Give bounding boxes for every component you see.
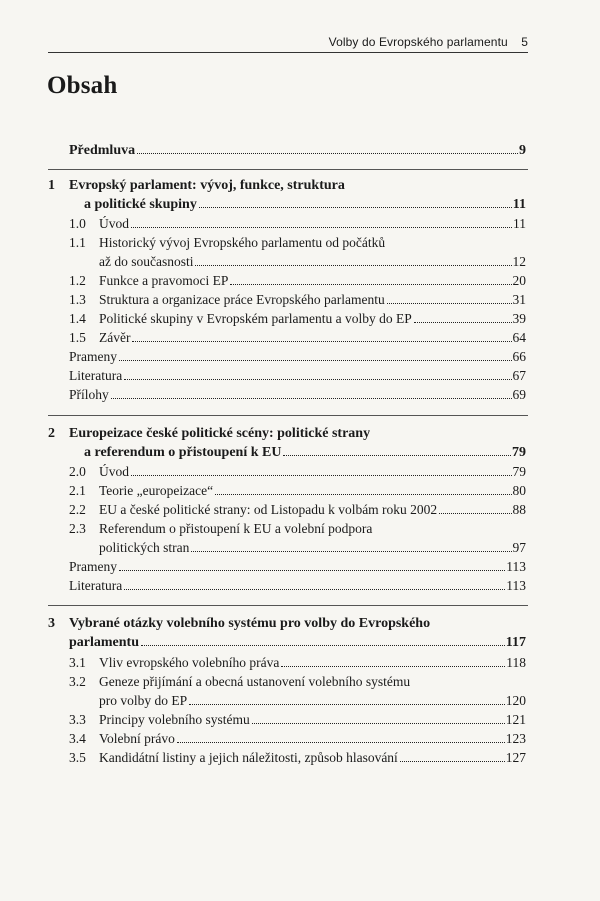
toc-entry-page: 120 (505, 693, 526, 708)
toc-entry-section[interactable] (99, 254, 526, 270)
toc-entry-section[interactable] (99, 540, 526, 556)
chapter-title-cont: parlamentu (69, 635, 139, 650)
chapter-title-cont: a referendum o přistoupení k EU (84, 445, 282, 460)
toc-entry-chapter[interactable] (84, 197, 526, 213)
toc-entry-page: 67 (512, 368, 526, 383)
dot-leader (189, 703, 505, 705)
toc-entry-page: 11 (512, 197, 526, 212)
toc-entry-label: Principy volebního systému (99, 712, 250, 727)
toc-entry-label: Úvod (99, 216, 129, 231)
dot-leader (387, 302, 512, 304)
dot-leader (191, 550, 511, 552)
toc-entry-section[interactable] (99, 655, 526, 671)
toc-entry-section[interactable] (99, 330, 526, 346)
toc-entry-label: Politické skupiny v Evropském parlamentu a volby do EP (99, 311, 412, 326)
section-number: 2.1 (69, 483, 86, 498)
section-divider (48, 169, 528, 170)
toc-entry-section[interactable] (99, 731, 526, 747)
toc-entry-page: 31 (512, 292, 526, 307)
toc-entry-page: 39 (512, 311, 526, 326)
toc-entry-page: 118 (506, 655, 526, 670)
dot-leader (252, 722, 505, 724)
toc-entry-page: 121 (505, 712, 526, 727)
toc-entry-chapter[interactable] (84, 445, 526, 461)
chapter-title[interactable]: Europeizace české politické scény: politické strany (69, 426, 371, 441)
toc-entry-label: Literatura (69, 368, 123, 383)
toc-entry-label: Prameny (69, 559, 117, 574)
toc-entry-label: Literatura (69, 578, 123, 593)
section-number: 1.2 (69, 273, 86, 288)
toc-entry-label[interactable]: Historický vývoj Evropského parlamentu od počátků (99, 235, 386, 250)
chapter-number: 2 (48, 426, 55, 441)
dot-leader (124, 378, 511, 380)
running-title: Volby do Evropského parlamentu (328, 35, 508, 49)
toc-entry-label: Teorie „europeizace“ (99, 483, 214, 498)
dot-leader (137, 152, 518, 154)
toc-entry-section[interactable] (99, 273, 526, 289)
section-number: 2.2 (69, 502, 86, 517)
toc-entry-section[interactable] (99, 712, 526, 728)
dot-leader (132, 340, 511, 342)
dot-leader (439, 512, 511, 514)
toc-entry-label: EU a české politické strany: od Listopadu k volbám roku 2002 (99, 502, 438, 517)
toc-entry-preface[interactable] (69, 143, 526, 159)
toc-entry-label: Předmluva (69, 143, 136, 158)
toc-entry-page: 127 (505, 750, 526, 765)
section-number: 3.5 (69, 750, 86, 765)
toc-entry-page: 12 (512, 254, 526, 269)
toc-entry-section[interactable] (99, 750, 526, 766)
section-number: 2.3 (69, 521, 86, 536)
toc-entry-label[interactable]: Referendum o přistoupení k EU a volební podpora (99, 521, 373, 536)
chapter-number: 3 (48, 616, 55, 631)
toc-entry-label: Prameny (69, 349, 117, 364)
dot-leader (141, 644, 505, 646)
dot-leader (283, 454, 511, 456)
section-number: 3.2 (69, 674, 86, 689)
toc-entry-page: 11 (513, 216, 526, 231)
dot-leader (195, 264, 511, 266)
chapter-title-cont: a politické skupiny (84, 197, 197, 212)
toc-entry-label-cont: až do současnosti (99, 254, 194, 269)
toc-entry-sources[interactable] (69, 559, 526, 575)
toc-entry-section[interactable] (99, 292, 526, 308)
toc-entry-page: 88 (512, 502, 526, 517)
dot-leader (414, 321, 512, 323)
toc-entry-appendices[interactable] (69, 387, 526, 403)
toc-entry-section[interactable] (99, 311, 526, 327)
toc-entry-label: Úvod (99, 464, 129, 479)
section-number: 1.3 (69, 292, 86, 307)
toc-entry-label: Přílohy (69, 387, 109, 402)
toc-entry-literature[interactable] (69, 368, 526, 384)
toc-entry-label: Volební právo (99, 731, 175, 746)
toc-title: Obsah (47, 72, 118, 99)
toc-entry-page: 117 (505, 635, 526, 650)
page-number: 5 (521, 35, 528, 49)
section-number: 3.4 (69, 731, 86, 746)
toc-entry-page: 64 (512, 330, 526, 345)
chapter-title[interactable]: Vybrané otázky volebního systému pro volby do Evropského (69, 616, 431, 631)
dot-leader (131, 474, 512, 476)
toc-entry-label-cont: pro volby do EP (99, 693, 188, 708)
toc-entry-label: Funkce a pravomoci EP (99, 273, 229, 288)
toc-entry-page: 123 (505, 731, 526, 746)
section-number: 1.4 (69, 311, 86, 326)
toc-entry-page: 97 (512, 540, 526, 555)
section-number: 3.3 (69, 712, 86, 727)
toc-entry-page: 79 (512, 445, 526, 460)
dot-leader (230, 283, 511, 285)
toc-entry-label-cont: politických stran (99, 540, 190, 555)
section-number: 2.0 (69, 464, 86, 479)
toc-entry-label: Struktura a organizace práce Evropského parlamentu (99, 292, 385, 307)
toc-entry-label: Závěr (99, 330, 131, 345)
section-number: 1.0 (69, 216, 86, 231)
dot-leader (131, 226, 512, 228)
dot-leader (400, 760, 505, 762)
toc-entry-page: 113 (506, 559, 526, 574)
dot-leader (111, 397, 512, 399)
toc-entry-page: 69 (512, 387, 526, 402)
section-number: 1.1 (69, 235, 86, 250)
section-divider (48, 605, 528, 606)
section-divider (48, 415, 528, 416)
toc-entry-page: 9 (519, 143, 526, 158)
dot-leader (119, 569, 505, 571)
section-number: 3.1 (69, 655, 86, 670)
toc-entry-label[interactable]: Geneze přijímání a obecná ustanovení volebního systému (99, 674, 411, 689)
toc-entry-label: Kandidátní listiny a jejich náležitosti, způsob hlasování (99, 750, 398, 765)
dot-leader (215, 493, 511, 495)
toc-entry-label: Vliv evropského volebního práva (99, 655, 280, 670)
toc-entry-page: 20 (512, 273, 526, 288)
toc-entry-section[interactable] (99, 216, 526, 232)
section-number: 1.5 (69, 330, 86, 345)
toc-entry-page: 80 (512, 483, 526, 498)
toc-entry-section[interactable] (99, 502, 526, 518)
toc-entry-page: 66 (512, 349, 526, 364)
toc-entry-page: 79 (512, 464, 526, 479)
dot-leader (124, 588, 505, 590)
toc-entry-sources[interactable] (69, 349, 526, 365)
chapter-title[interactable]: Evropský parlament: vývoj, funkce, struktura (69, 178, 345, 193)
toc-entry-section[interactable] (99, 464, 526, 480)
dot-leader (119, 359, 512, 361)
dot-leader (177, 741, 505, 743)
dot-leader (281, 665, 505, 667)
toc-entry-literature[interactable] (69, 578, 526, 594)
toc-entry-section[interactable] (99, 483, 526, 499)
chapter-number: 1 (48, 178, 55, 193)
toc-entry-section[interactable] (99, 693, 526, 709)
toc-entry-chapter[interactable] (69, 635, 526, 651)
running-head (48, 35, 528, 49)
header-rule (48, 52, 528, 53)
dot-leader (199, 206, 512, 208)
toc-entry-page: 113 (506, 578, 526, 593)
